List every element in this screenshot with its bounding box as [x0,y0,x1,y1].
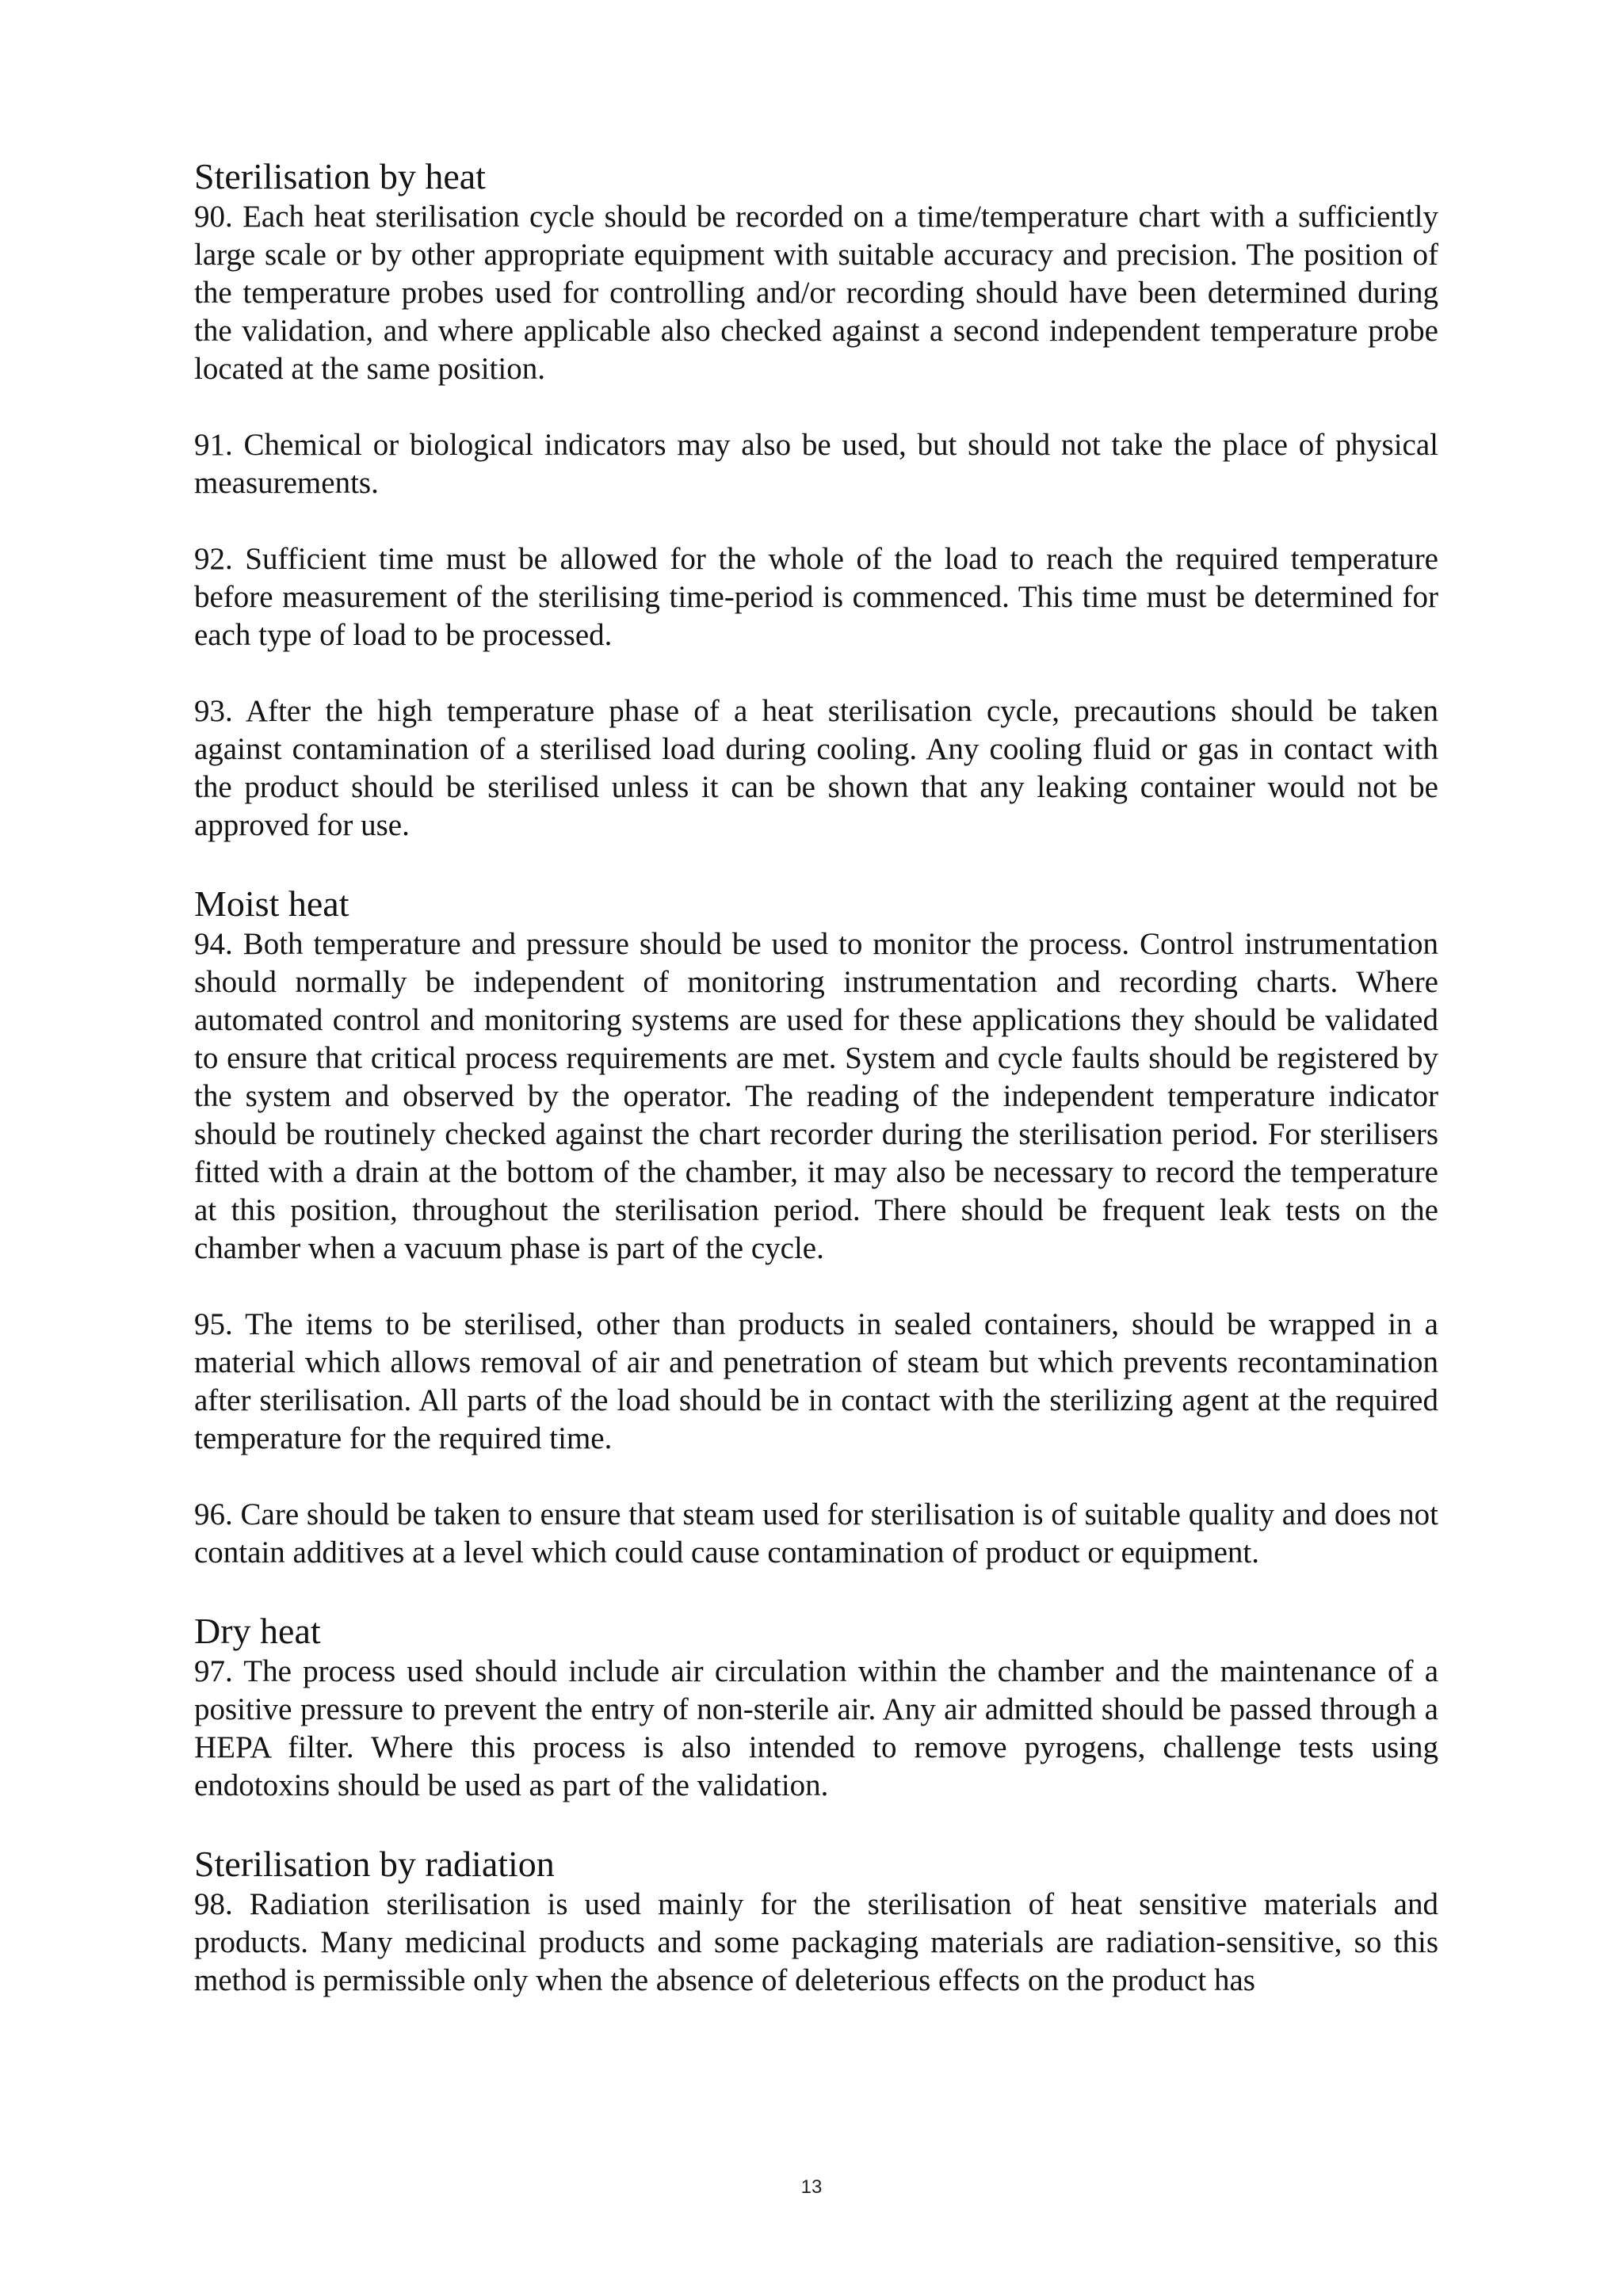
paragraph-92: 92. Sufficient time must be allowed for the whole of the load to reach the required temperature before measurement of the sterilising time-period is commenced. This time must be determined for each type of load to be processed. [194,542,1438,652]
section-sterilisation-by-radiation [194,1843,1438,2000]
paragraph-91: 91. Chemical or biological indicators may also be used, but should not take the place of physical measurements. [194,428,1438,500]
section-heading: Dry heat [194,1611,321,1651]
section-heading: Moist heat [194,883,349,924]
section-dry-heat [194,1610,1438,1805]
paragraph-96: 96. Care should be taken to ensure that steam used for sterilisation is of suitable quality and does not contain additives at a level which could cause contamination of product or equipment. [194,1497,1438,1569]
paragraph-98: 98. Radiation sterilisation is used mainly for the sterilisation of heat sensitive materials and products. Many medicinal products and some packaging materials are radiation-sensitive, so this method is permissible only when the absence of deleterious effects on the product has [194,1887,1438,1997]
section-heading: Sterilisation by radiation [194,1844,555,1884]
paragraph-90: 90. Each heat sterilisation cycle should be recorded on a time/temperature chart with a sufficiently large scale or by other appropriate equipment with suitable accuracy and precision. The position of the temperature probes used for controlling and/or recording should have been determined during the validation, and where applicable also checked against a second independent temperature probe located at the same position. [194,200,1438,386]
section-heading: Sterilisation by heat [194,156,486,196]
paragraph-93: 93. After the high temperature phase of a heat sterilisation cycle, precautions should be taken against contamination of a sterilised load during cooling. Any cooling fluid or gas in contact with the product should be sterilised unless it can be shown that any leaking container would not be approved for use. [194,694,1438,842]
document-page [194,155,1438,2000]
section-sterilisation-by-heat [194,155,1438,845]
paragraph-97: 97. The process used should include air circulation within the chamber and the maintenance of a positive pressure to prevent the entry of non-sterile air. Any air admitted should be passed through a HEPA filter. Where this process is also intended to remove pyrogens, challenge tests using endotoxins should be used as part of the validation. [194,1654,1438,1802]
paragraph-95: 95. The items to be sterilised, other than products in sealed containers, should be wrapped in a material which allows removal of air and penetration of steam but which prevents recontamination after sterilisation. All parts of the load should be in contact with the sterilizing agent at the required temperature for the required time. [194,1307,1438,1455]
page-number: 13 [800,2176,823,2198]
paragraph-94: 94. Both temperature and pressure should be used to monitor the process. Control instrumentation should normally be independent of monitoring instrumentation and recording charts. Where automated control and monitoring systems are used for these applications they should be validated to ensure that critical process requirements are met. System and cycle faults should be registered by the system and observed by the operator. The reading of the independent temperature indicator should be routinely checked against the chart recorder during the sterilisation period. For sterilisers fitted with a drain at the bottom of the chamber, it may also be necessary to record the temperature at this position, throughout the sterilisation period. There should be frequent leak tests on the chamber when a vacuum phase is part of the cycle. [194,927,1438,1265]
section-moist-heat [194,883,1438,1572]
